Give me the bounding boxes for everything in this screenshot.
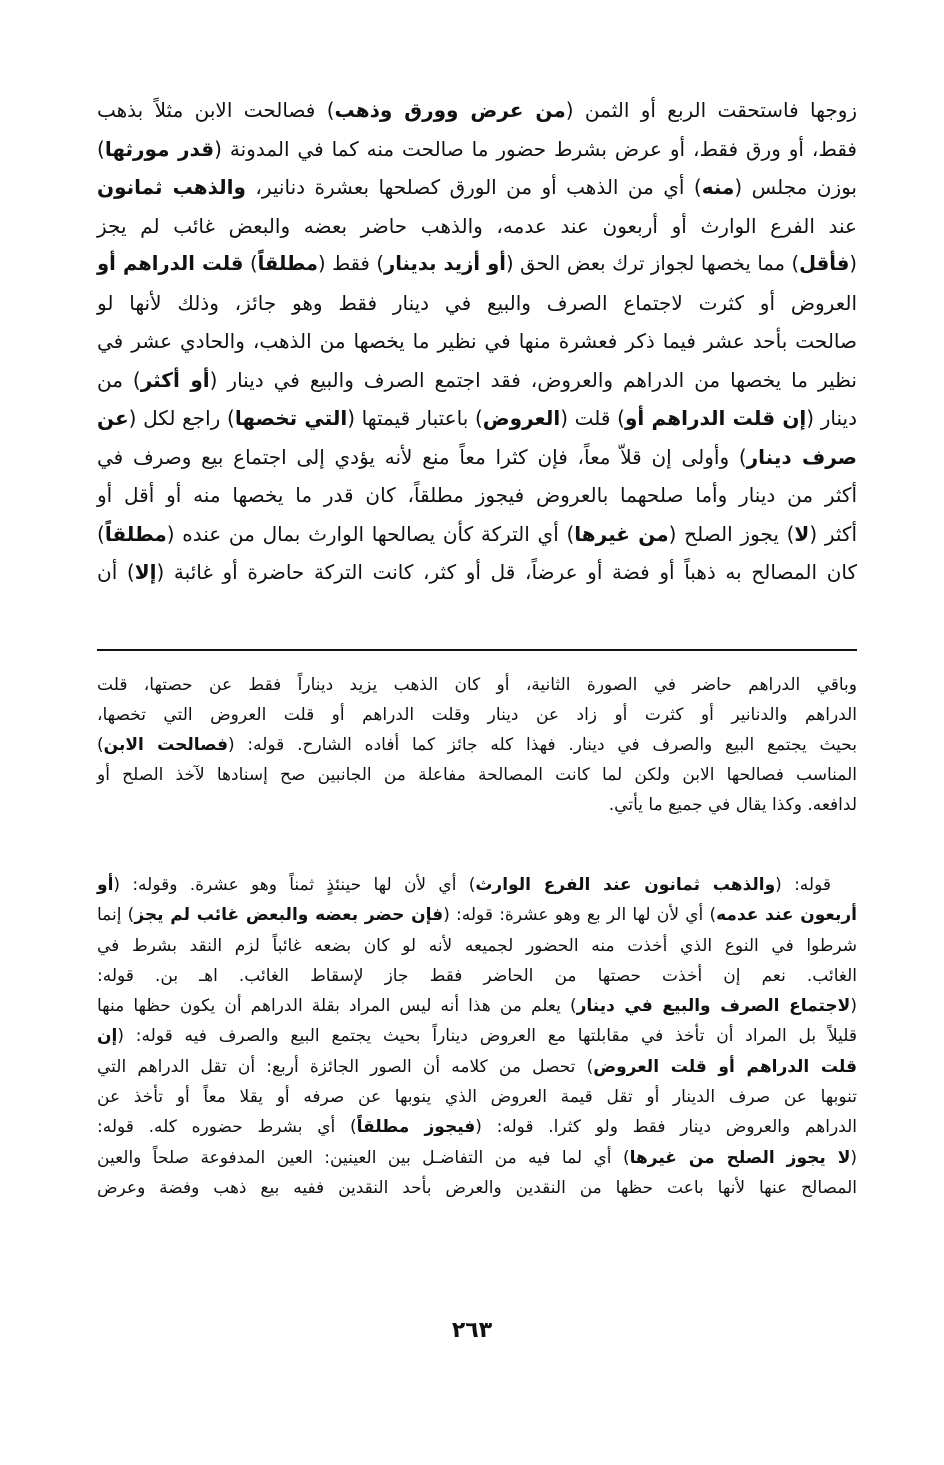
text-line [97,730,857,760]
footnote-block-2 [97,870,857,1203]
text-run: المناسب فصالحها الابن ولكن لما كانت المصالحة مفاعلة من الجانبين صح إسنادها لآخذ الصلح أو [97,765,857,785]
text-run: ( [849,252,857,275]
text-line [97,515,857,554]
text-line [97,961,857,991]
text-line [97,399,857,438]
text-run: ) تحصل من كلامه أن الصور الجائزة أربع: أن تقل الدراهم التي [97,1056,594,1077]
text-line [97,322,857,361]
bold-matn-quote: لا يجوز الصلح من غيرها [629,1147,851,1168]
text-run: ) مما يخصها لجواز ترك بعض الحق ( [505,252,800,275]
text-run: أكثر من دينار وأما صلحهما بالعروض فيجوز مطلقاً، كان قدر ما يخصها منه أو أقل أو [97,483,857,507]
text-line [97,1052,857,1082]
text-run: بحيث يجتمع البيع والصرف في دينار. فهذا كله جائز كما أفاده الشارح. قوله: ( [227,735,857,755]
text-run: ( [850,1147,858,1168]
text-run: ) أي لما فيه من التفاضـل بين العينين: العين المدفوعة صلحاً والعين [97,1147,630,1168]
bold-matn-quote: أربعون عند عدمه [716,905,857,926]
bold-matn-quote: إلا [134,560,157,584]
bold-matn-quote: منه [701,175,735,199]
text-line [97,361,857,400]
text-line [97,245,857,284]
text-line [97,1173,857,1203]
bold-matn-quote: لاجتماع الصرف والبيع في دينار [576,996,851,1017]
text-run: ) راجع لكل ( [128,406,235,430]
bold-matn-quote: العروض [482,406,561,430]
text-line [97,991,857,1021]
bold-matn-quote: فصالحت الابن [103,735,228,755]
text-run: ) أي من الذهب أو من الورق كصلحها بعشرة دنانير، [245,175,702,199]
bold-matn-quote: عن [97,406,129,430]
text-run: ) أي لأن لها الر بع وهو عشرة: قوله: ( [443,905,717,926]
text-run: ) [97,735,104,755]
text-run: ) فقط ( [317,252,384,275]
text-run: أكثر ( [809,521,857,546]
text-line [97,1021,857,1051]
text-run: كان المصالح به ذهباً أو فضة أو عرضاً، قل أو كثر، كانت التركة حاضرة أو غائبة ( [156,560,857,584]
bold-matn-quote: من عرض وورق وذهب [334,98,566,122]
bold-matn-quote: أو أزيد بدينار [383,252,506,275]
text-run: فقط، أو ورق فقط، أو عرض بشرط حضور ما صالحت منه كما في المدونة ( [214,136,857,161]
text-line [97,870,857,900]
bold-matn-quote: قلت الدراهم أو قلت العروض [593,1056,857,1077]
bold-matn-quote: إن قلت الدراهم أو [624,406,807,430]
bold-matn-quote: أو أكثر [140,367,210,392]
text-run: ) فصالحت الابن مثلاً بذهب [97,98,335,122]
text-run: ) [97,136,105,161]
bold-matn-quote: قلت الدراهم أو [97,252,244,275]
text-run: ) أي بشرط حضوره كله. قوله: [97,1117,357,1138]
text-run: ) من [97,367,141,392]
text-run: بوزن مجلس ( [734,175,857,199]
text-run: ) يجوز الصلح ( [668,521,795,546]
text-run: وباقي الدراهم حاضر في الصورة الثانية، أو كان الذهب يزيد ديناراً فقط عن حصتها، قلت [97,675,857,695]
text-run: ) [97,521,105,546]
text-run: الدراهم والدنانير أو كثرت أو زاد عن دينار وقلت الدراهم أو قلت العروض التي تخصها، [97,705,857,725]
text-line [97,900,857,930]
text-run: ) باعتبار قيمتها ( [347,406,483,430]
text-run: ) يعلم من هذا أنه ليس المراد بقلة الدراهم أن يكون حظها منها [97,996,577,1017]
text-line [97,790,857,820]
text-line [97,1112,857,1142]
text-line [97,168,857,207]
text-run: قوله: ( [775,875,832,895]
bold-matn-quote: من غيرها [574,521,669,546]
text-run: صالحت بأحد عشر فيما ذكر فعشرة منها في نظير ما يخصها من الذهب، والحادي عشر في [97,329,857,353]
text-line [97,476,857,515]
bold-matn-quote: والذهب ثمانون [97,175,246,199]
bold-matn-quote: فيجوز مطلقاً [356,1117,476,1138]
footnote-separator [97,649,857,651]
text-run: تنوبها عن صرف الدينار أو تقل قيمة العروض الذي ينوبها عن صرفه أو يقلا معاً أو تأخذ عن [97,1087,857,1108]
bold-matn-quote: صرف دينار [746,444,857,469]
text-line [97,438,857,477]
page-number: ٢٦٣ [451,1318,493,1343]
text-line [97,553,857,592]
text-line [97,1082,857,1112]
text-line [97,931,857,961]
text-line [97,760,857,790]
text-run: العروض أو كثرت لاجتماع الصرف والبيع في دينار فقط وهو جائز، وذلك لأنها لو [97,290,857,315]
text-run: ) قلت ( [560,406,625,430]
text-run: ) وأولى إن قلاّ معاً، فإن كثرا معاً منع لأنه يؤدي إلى اجتماع بيع وصرف في [97,444,747,469]
text-run: قليلاً بل المراد أن تأخذ في مقابلتها مع العروض ديناراً بحيث يجتمع البيع والصرف فيه قوله: ( [117,1026,857,1047]
text-run: لدافعه. وكذا يقال في جميع ما يأتي. [608,795,857,815]
text-line [97,130,857,169]
bold-matn-quote: قدر مورثها [104,136,215,161]
bold-matn-quote: إن [97,1026,118,1047]
text-line [97,1143,857,1173]
text-run: ) أي التركة كأن يصالحها الوارث بمال من عنده ( [166,521,575,546]
text-run: ( [850,996,857,1017]
footnote-block-1 [97,670,857,820]
text-run: ) أن [97,560,135,584]
text-run: ) [243,252,258,275]
text-run: ) إنما [97,905,135,926]
bold-matn-quote: فإن حضر بعضه والبعض غائب لم يجز [134,905,444,926]
text-run: نظير ما يخصها من الدراهم والعروض، فقد اجتمع الصرف والبيع في دينار ( [209,367,857,392]
text-run: شرطوا في النوع الذي أخذت منه الحضور لجميعه لأنه لو كان بضعه غائباً لزم النقد بشرط في [97,935,857,956]
text-line [97,670,857,700]
text-run: زوجها فاستحقت الربع أو الثمن ( [565,98,858,122]
bold-matn-quote: أو [97,875,114,895]
text-line [97,91,857,130]
text-run: عند الفرع الوارث أو أربعون عند عدمه، والذهب حاضر بعضه والبعض غائب لم يجز [97,213,857,238]
main-text [97,91,857,592]
text-line [97,284,857,323]
bold-matn-quote: والذهب ثمانون عند الفرع الوارث [475,875,776,895]
text-run: ) أي لأن لها حينئذٍ ثمناً وهو عشرة. وقوله: ( [113,875,476,895]
bold-matn-quote: فأقل [799,252,850,275]
bold-matn-quote: التي تخصها [234,406,348,430]
bold-matn-quote: لا [794,521,810,546]
bold-matn-quote: مطلقاً [104,521,167,546]
text-run: دينار ( [806,406,858,430]
text-line [97,700,857,730]
text-run: المصالح عنها لأنها باعت حظها من النقدين والعرض بأحد النقدين ففيه بيع ذهب وفضة وعرض [97,1177,857,1198]
text-run: الدراهم والعروض دينار فقط ولو كثرا. قوله: ( [475,1117,857,1138]
text-run: الغائب. نعم إن أخذت حصتها من الحاضر فقط جاز لإسقاط الغائب. اهـ بن. قوله: [97,965,857,986]
text-line [97,207,857,246]
bold-matn-quote: مطلقاً [257,252,318,275]
